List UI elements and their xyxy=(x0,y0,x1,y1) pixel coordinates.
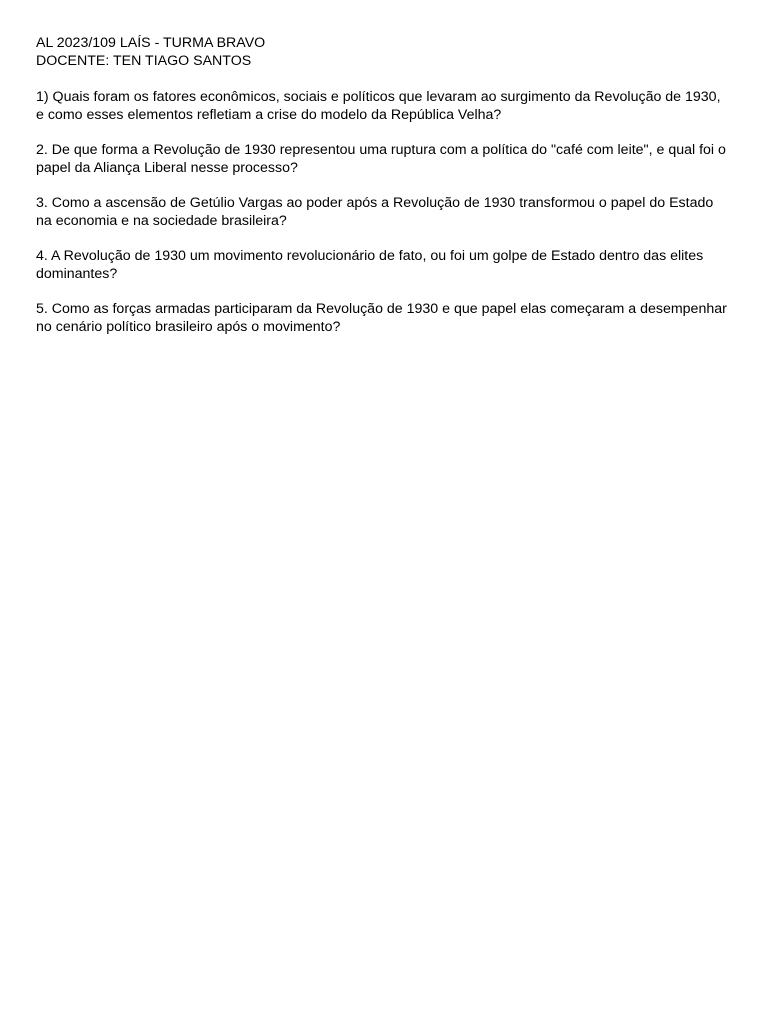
question-1 xyxy=(36,88,736,124)
question-text-line: 3. Como a ascensão de Getúlio Vargas ao poder após a Revolução de 1930 transformou o papel do Estado xyxy=(36,195,714,211)
question-text-line: e como esses elementos refletiam a crise do modelo da República Velha? xyxy=(36,107,502,123)
question-text-line: na economia e na sociedade brasileira? xyxy=(36,213,287,229)
question-text-line: 5. Como as forças armadas participaram da Revolução de 1930 e que papel elas começaram a desempenhar xyxy=(36,301,727,317)
question-4 xyxy=(36,247,736,283)
document-header xyxy=(36,34,736,70)
question-2 xyxy=(36,141,736,177)
question-5 xyxy=(36,300,736,336)
question-text-line: 1) Quais foram os fatores econômicos, sociais e políticos que levaram ao surgimento da Revolução de 1930, xyxy=(36,89,721,105)
question-list xyxy=(36,88,736,336)
student-class-line: AL 2023/109 LAÍS - TURMA BRAVO xyxy=(36,35,266,51)
question-text-line: dominantes? xyxy=(36,266,118,282)
question-text-line: no cenário político brasileiro após o movimento? xyxy=(36,319,341,335)
teacher-line: DOCENTE: TEN TIAGO SANTOS xyxy=(36,53,252,69)
document-page xyxy=(36,34,736,353)
question-3 xyxy=(36,194,736,230)
question-text-line: papel da Aliança Liberal nesse processo? xyxy=(36,160,298,176)
question-text-line: 2. De que forma a Revolução de 1930 representou uma ruptura com a política do "café com leite", e qual foi o xyxy=(36,142,726,158)
question-text-line: 4. A Revolução de 1930 um movimento revolucionário de fato, ou foi um golpe de Estado dentro das elites xyxy=(36,248,704,264)
